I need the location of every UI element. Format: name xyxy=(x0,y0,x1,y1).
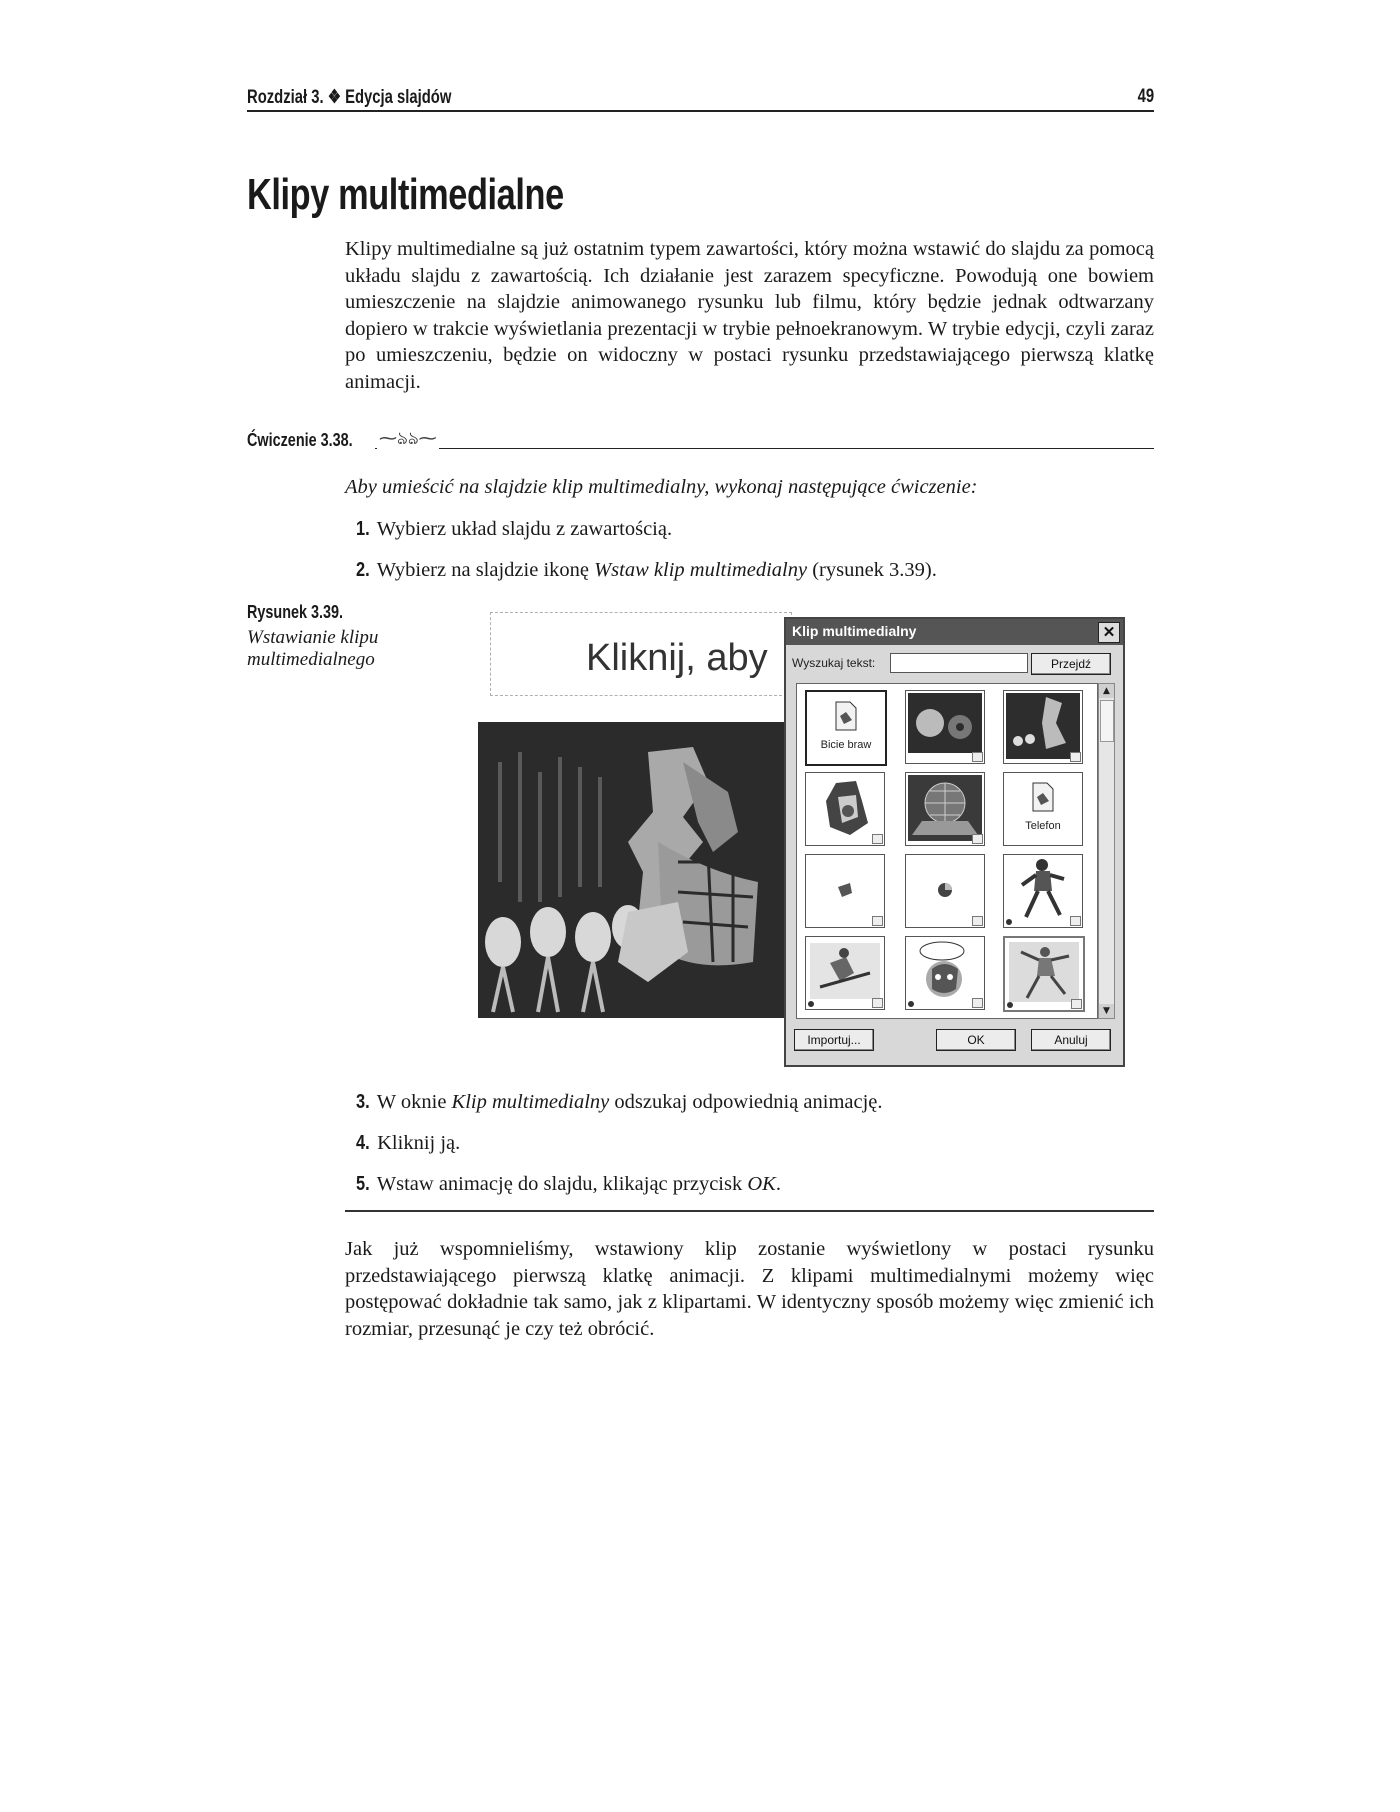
clip-tile[interactable] xyxy=(805,772,885,846)
running-header xyxy=(247,86,1154,112)
clip-tile-label: Telefon xyxy=(1025,820,1061,832)
motion-badge-icon xyxy=(872,834,883,844)
motion-badge-icon xyxy=(1070,916,1081,926)
motion-badge-icon xyxy=(972,834,983,844)
clip-dialog xyxy=(784,617,1125,1067)
step-text-tail: (rysunek 3.39). xyxy=(807,559,937,581)
page-number: 49 xyxy=(1137,86,1154,107)
slide-title-text: Kliknij, aby xyxy=(586,637,768,679)
skier-clip-icon xyxy=(810,943,880,999)
scroll-up-icon[interactable]: ▲ xyxy=(1099,684,1114,698)
clip-tile[interactable] xyxy=(805,854,885,928)
step-emphasis: OK xyxy=(747,1173,776,1195)
clip-tile-label: Bicie braw xyxy=(820,739,872,751)
step-text: Wstaw animację do slajdu, klikając przycisk xyxy=(376,1173,748,1195)
exercise-end-rule xyxy=(345,1210,1154,1212)
clip-grid xyxy=(796,683,1098,1019)
motion-badge-icon xyxy=(972,998,983,1008)
audio-badge-icon xyxy=(1007,1002,1013,1008)
clip-tile[interactable] xyxy=(905,690,985,764)
step-item xyxy=(356,517,672,541)
search-input[interactable] xyxy=(890,653,1028,673)
motion-badge-icon xyxy=(972,752,983,762)
go-button[interactable]: Przejdź xyxy=(1031,653,1111,675)
runner-clip-icon xyxy=(1018,857,1068,923)
section-title: Klipy multimedialne xyxy=(247,170,564,219)
clip-tile[interactable] xyxy=(1003,854,1083,928)
step-emphasis: Wstaw klip multimedialny xyxy=(594,559,808,581)
motion-badge-icon xyxy=(1070,752,1081,762)
cancel-button[interactable]: Anuluj xyxy=(1031,1029,1111,1051)
ornament-icon: ⁓ঌঌ⁓ xyxy=(377,424,439,455)
scroll-thumb[interactable] xyxy=(1100,700,1114,742)
guitar-clip-icon xyxy=(816,777,874,839)
step-number: 3. xyxy=(356,1090,370,1113)
figure-label: Rysunek 3.39. xyxy=(247,602,344,622)
step-text: Wybierz na slajdzie ikonę xyxy=(376,559,595,581)
motion-badge-icon xyxy=(1071,999,1082,1009)
step-item xyxy=(356,1172,781,1196)
dialog-title: Klip multimedialny xyxy=(792,623,917,639)
cow-dance-clip-icon xyxy=(1006,693,1080,759)
step-number: 5. xyxy=(356,1172,370,1195)
cow-dance-frame-icon xyxy=(478,722,790,1018)
step-item xyxy=(356,1090,883,1114)
close-icon[interactable]: ✕ xyxy=(1098,622,1120,643)
clip-tile[interactable] xyxy=(905,936,985,1010)
clip-tile[interactable] xyxy=(805,936,885,1010)
import-button[interactable]: Importuj... xyxy=(794,1029,874,1051)
search-label: Wyszukaj tekst: xyxy=(792,656,876,670)
clip-tile[interactable] xyxy=(1003,690,1083,764)
exercise-rule xyxy=(375,448,1154,449)
intro-paragraph: Klipy multimedialne są już ostatnim typem zawartości, który można wstawić do slajdu za pomocą układu slajdu z zawartością. Ich działanie jest zarazem specyficzne. Powodują one bowiem umieszczenie na slajdzie animowanego rysunku lub filmu, który będzie jednak odtwarzany dopiero w trakcie wyświetlania prezentacji w trybie pełnoekranowym. W trybie edycji, czyli zaraz po umieszczeniu, będzie on widoczny w postaci rysunku przedstawiającego pierwszą klatkę animacji. xyxy=(345,238,1154,393)
motion-badge-icon xyxy=(872,998,883,1008)
clip-tile[interactable] xyxy=(905,854,985,928)
exercise-label: Ćwiczenie 3.38. xyxy=(247,430,353,450)
gears-clip-icon xyxy=(908,693,982,753)
figure-caption: Wstawianie klipu multimedialnego xyxy=(247,627,379,670)
chapter-title: Rozdział 3. ❖ Edycja slajdów xyxy=(247,87,452,108)
outro-paragraph: Jak już wspomnieliśmy, wstawiony klip zostanie wyświetlony w postaci rysunku przedstawiającego pierwszą klatkę animacji. Z klipami multimedialnymi możemy więc postępować dokładnie tak samo, jak z klipartami. W identyczny sposób możemy więc zmienić ich rozmiar, przesunąć je czy też obrócić. xyxy=(345,1238,1154,1340)
dot-clip-icon xyxy=(936,881,954,899)
clip-scrollbar[interactable] xyxy=(1098,683,1115,1019)
step-item xyxy=(356,558,937,582)
clip-tile[interactable] xyxy=(805,690,887,766)
motion-badge-icon xyxy=(972,916,983,926)
audio-badge-icon xyxy=(1006,919,1012,925)
audio-badge-icon xyxy=(908,1001,914,1007)
step-item xyxy=(356,1131,460,1155)
step-number: 1. xyxy=(356,517,370,540)
clip-tile[interactable] xyxy=(1003,772,1083,846)
step-text-tail: . xyxy=(775,1173,781,1195)
exercise-intro: Aby umieścić na slajdzie klip multimedialny, wykonaj następujące ćwiczenie: xyxy=(345,476,978,498)
media-file-icon xyxy=(1031,781,1055,813)
scroll-down-icon[interactable]: ▼ xyxy=(1099,1004,1114,1018)
step-text: W oknie xyxy=(376,1091,452,1113)
audio-badge-icon xyxy=(808,1001,814,1007)
step-text: Kliknij ją. xyxy=(377,1132,461,1154)
dialog-titlebar[interactable] xyxy=(786,619,1123,645)
step-number: 2. xyxy=(356,558,370,581)
media-file-icon xyxy=(834,700,858,732)
animated-clip-frame[interactable] xyxy=(478,722,790,1018)
small-shape-clip-icon xyxy=(836,881,854,899)
dancer-clip-icon xyxy=(1009,942,1079,1002)
motion-badge-icon xyxy=(872,916,883,926)
step-emphasis: Klip multimedialny xyxy=(451,1091,610,1113)
cartoon-face-clip-icon xyxy=(912,939,978,1005)
ok-button[interactable]: OK xyxy=(936,1029,1016,1051)
globe-grid-clip-icon xyxy=(908,775,982,841)
clip-tile[interactable] xyxy=(1003,936,1085,1012)
slide-title-placeholder[interactable] xyxy=(490,612,792,696)
exercise-heading xyxy=(247,430,1154,454)
clip-tile[interactable] xyxy=(905,772,985,846)
step-text: Wybierz układ slajdu z zawartością. xyxy=(376,518,673,540)
step-text-tail: odszukaj odpowiednią animację. xyxy=(609,1091,883,1113)
step-number: 4. xyxy=(356,1131,370,1154)
